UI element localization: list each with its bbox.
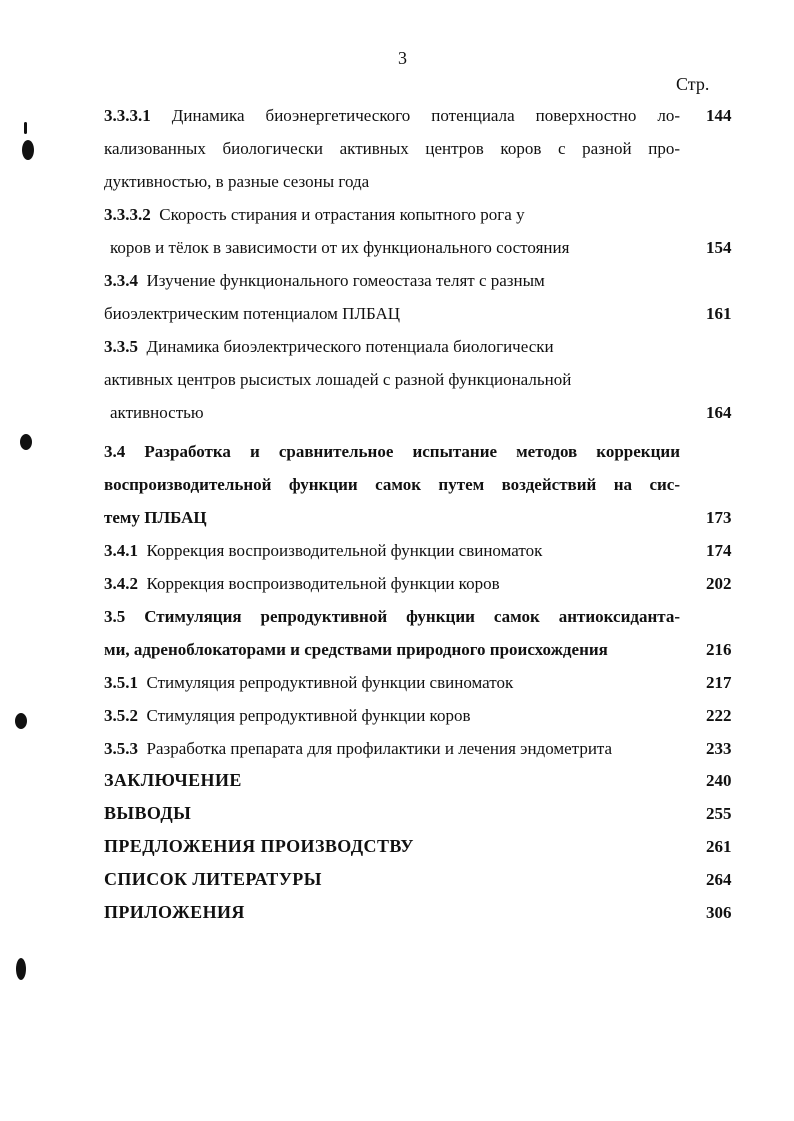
section-number: 3.3.3.2 xyxy=(104,205,151,224)
toc-line xyxy=(104,574,500,594)
toc-line xyxy=(104,106,680,126)
page-ref: 202 xyxy=(706,574,732,593)
section-title: Коррекция воспроизводительной функции свиноматок xyxy=(146,541,543,560)
page-ref: 217 xyxy=(706,673,732,692)
section-title: Стимуляция репродуктивной функции свиноматок xyxy=(146,673,514,692)
section-title: кализованных биологически активных центров коров с разной про- xyxy=(104,139,680,158)
section-title: ПРИЛОЖЕНИЯ xyxy=(104,902,245,922)
section-number: 3.4 xyxy=(104,442,126,461)
toc-line xyxy=(104,673,513,693)
section-title: ми, адреноблокаторами и средствами природного происхождения xyxy=(104,640,608,659)
section-title: Стимуляция репродуктивной функции коров xyxy=(146,706,471,725)
section-number: 3.3.3.1 xyxy=(104,106,151,125)
section-number: 3.5.1 xyxy=(104,673,138,692)
section-title: ВЫВОДЫ xyxy=(104,803,192,823)
section-title: ЗАКЛЮЧЕНИЕ xyxy=(104,770,242,790)
page-ref: 222 xyxy=(706,706,732,725)
scan-mark-icon xyxy=(24,122,27,134)
toc-line xyxy=(104,706,470,726)
page-ref: 144 xyxy=(706,106,732,125)
section-number: 3.4.1 xyxy=(104,541,138,560)
section-title: Динамика биоэнергетического потенциала поверхностно ло- xyxy=(171,106,681,125)
section-title: Коррекция воспроизводительной функции коров xyxy=(146,574,500,593)
toc-line xyxy=(104,475,680,495)
page-ref: 261 xyxy=(706,837,732,856)
section-number: 3.5 xyxy=(104,607,126,626)
page-number: 3 xyxy=(398,48,407,68)
section-title: тему ПЛБАЦ xyxy=(104,508,207,527)
toc-line xyxy=(104,541,542,561)
section-number: 3.4.2 xyxy=(104,574,138,593)
section-title: Динамика биоэлектрического потенциала биологически xyxy=(146,337,554,356)
page-ref: 154 xyxy=(706,238,732,257)
section-title: дуктивностью, в разные сезоны года xyxy=(104,172,370,191)
scan-mark-icon xyxy=(16,958,26,980)
section-number: 3.3.4 xyxy=(104,271,138,290)
page-ref: 240 xyxy=(706,771,732,790)
page-ref: 306 xyxy=(706,903,732,922)
section-title: СПИСОК ЛИТЕРАТУРЫ xyxy=(104,869,322,889)
section-title: ПРЕДЛОЖЕНИЯ ПРОИЗВОДСТВУ xyxy=(104,836,414,856)
section-title: воспроизводительной функции самок путем воздействий на сис- xyxy=(104,475,680,494)
page-ref: 233 xyxy=(706,739,732,758)
toc-line xyxy=(104,337,554,357)
page-ref: 264 xyxy=(706,870,732,889)
page-ref: 216 xyxy=(706,640,732,659)
scan-mark-icon xyxy=(15,713,27,729)
section-number: 3.5.2 xyxy=(104,706,138,725)
toc-line xyxy=(104,739,612,759)
section-number: 3.3.5 xyxy=(104,337,138,356)
toc-line xyxy=(104,205,525,225)
section-title: активных центров рысистых лошадей с разной функциональной xyxy=(104,370,572,389)
section-title: биоэлектрическим потенциалом ПЛБАЦ xyxy=(104,304,401,323)
toc-line xyxy=(104,442,680,462)
toc-line xyxy=(104,271,545,291)
section-title: Изучение функционального гомеостаза телят с разным xyxy=(146,271,545,290)
scan-mark-icon xyxy=(20,434,32,450)
section-title: Скорость стирания и отрастания копытного рога у xyxy=(159,205,525,224)
page-ref: 255 xyxy=(706,804,732,823)
scan-mark-icon xyxy=(22,140,34,160)
section-title: коров и тёлок в зависимости от их функционального состояния xyxy=(110,238,570,257)
section-title: Разработка и сравнительное испытание методов коррекции xyxy=(144,442,680,461)
page-ref: 164 xyxy=(706,403,732,422)
page-ref: 173 xyxy=(706,508,732,527)
section-title: активностью xyxy=(110,403,204,422)
toc-line xyxy=(104,607,680,627)
section-number: 3.5.3 xyxy=(104,739,138,758)
page-column-header: Стр. xyxy=(676,74,710,94)
section-title: Разработка препарата для профилактики и лечения эндометрита xyxy=(146,739,613,758)
page-ref: 174 xyxy=(706,541,732,560)
page-ref: 161 xyxy=(706,304,732,323)
toc-line xyxy=(104,139,680,159)
section-title: Стимуляция репродуктивной функции самок антиоксиданта- xyxy=(144,607,680,626)
